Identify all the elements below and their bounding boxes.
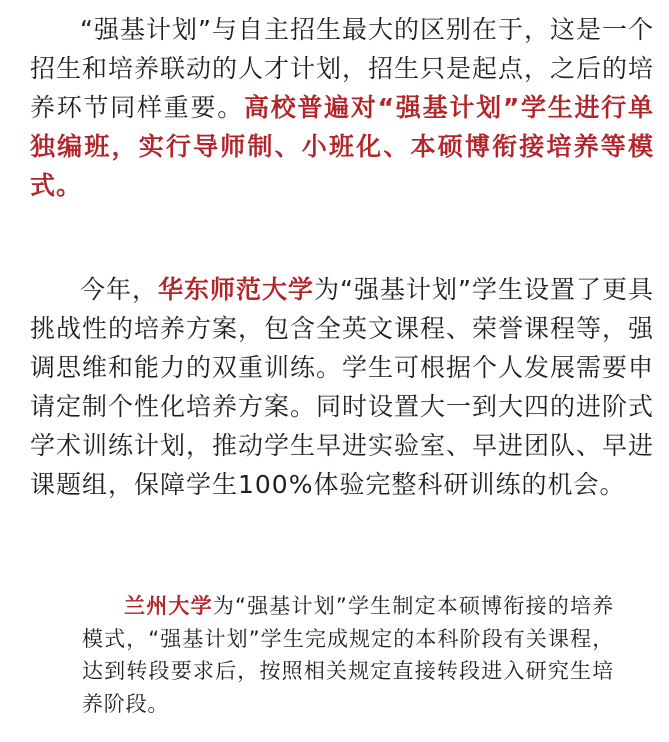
paragraph-intro: 今年， [80, 275, 159, 304]
paragraph-text: 为“强基计划”学生设置了更具挑战性的培养方案，包含全英文课程、荣誉课程等，强调思维和能力的双重训练。学生可根据个人发展需要申请定制个性化培养方案。同时设置大一到大四的进阶式学术训练计划，推动学生早进实验室、早进团队、早进课题组，保障学生100%体验完整科研训练的机会。 [30, 275, 655, 499]
paragraph-strong-base-plan [30, 10, 654, 205]
university-name-ecnu: 华东师范大学 [158, 275, 315, 304]
university-name-lzu: 兰州大学 [124, 594, 213, 618]
paragraph-ecnu [30, 270, 654, 504]
paragraph-lzu [82, 590, 614, 720]
highlight-text: 高校普遍对“强基计划”学生进行单独编班，实行导师制、小班化、本硕博衔接培养等模式。 [30, 93, 654, 200]
paragraph-text: “强基计划”与自主招生最大的区别在于，这是一个招生和培养联动的人才计划，招生只是起点，之后的培养环节同样重要。 [30, 15, 655, 122]
paragraph-text: 为“强基计划”学生制定本硕博衔接的培养模式，“强基计划”学生完成规定的本科阶段有关课程，达到转段要求后，按照相关规定直接转段进入研究生培养阶段。 [82, 594, 614, 716]
